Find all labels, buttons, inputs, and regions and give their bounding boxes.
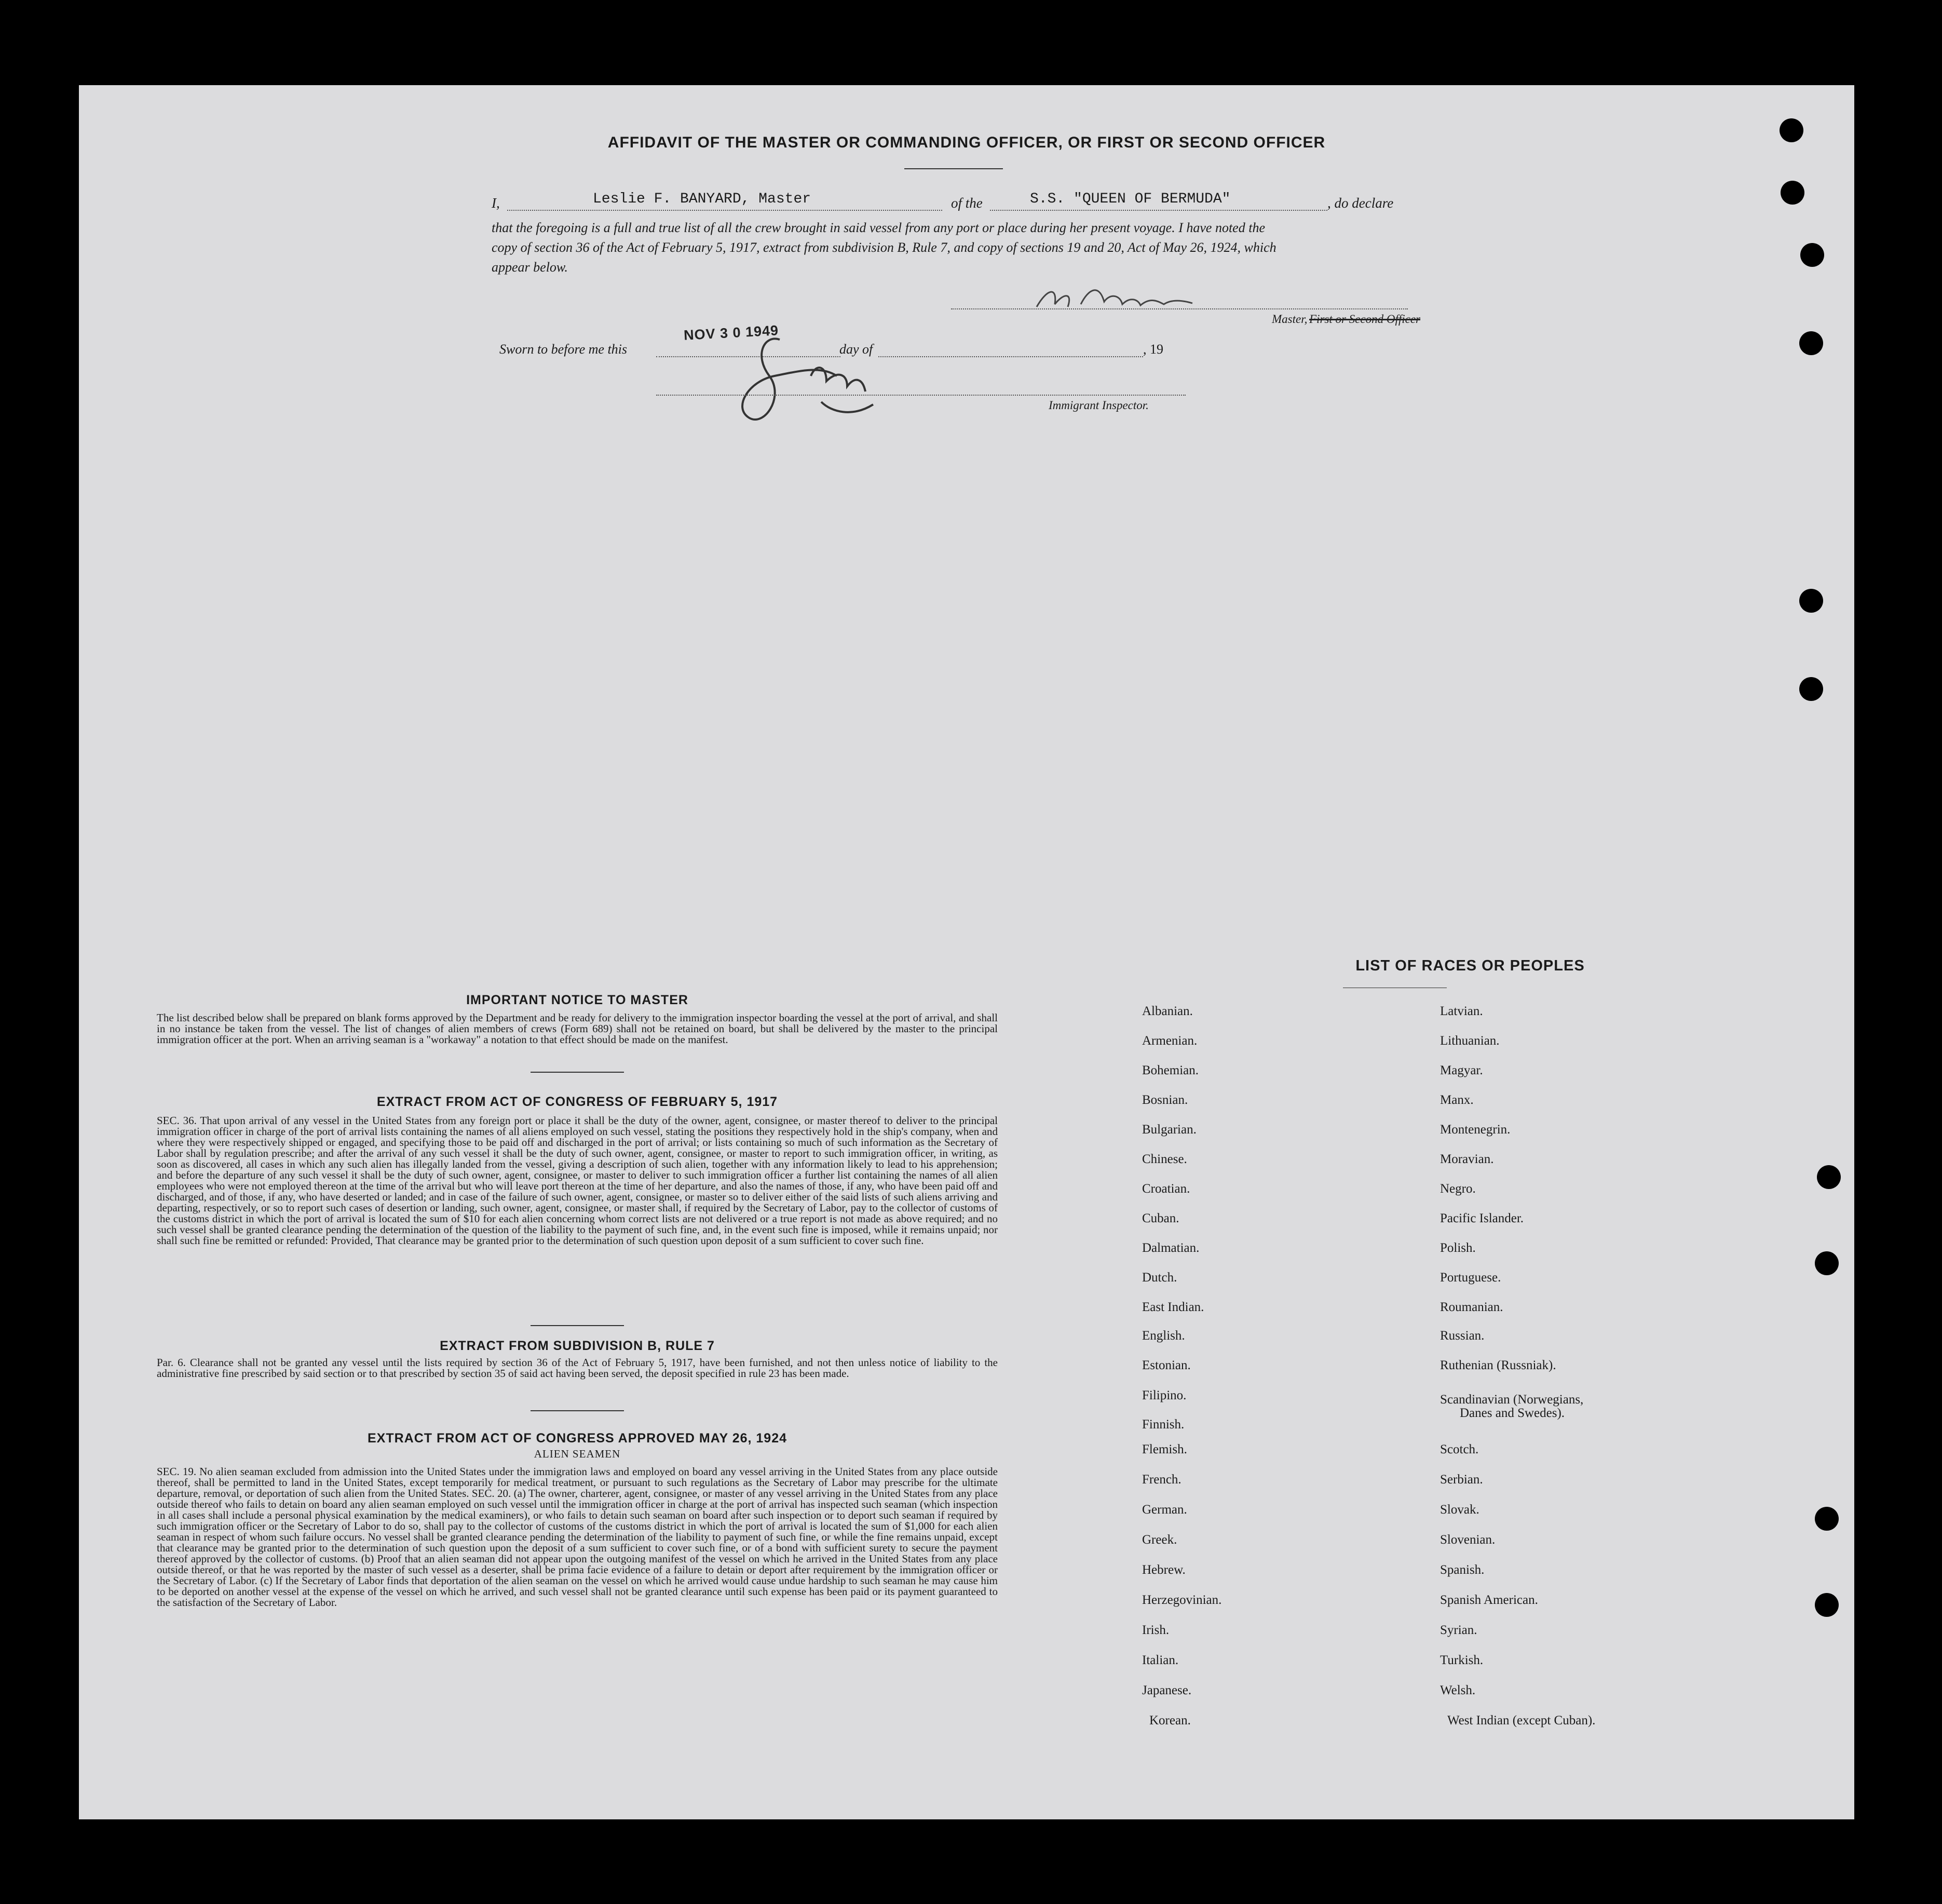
do-declare-label: , do declare bbox=[1327, 195, 1394, 211]
race-left: Flemish. bbox=[1142, 1442, 1187, 1456]
punch-hole bbox=[1817, 1165, 1841, 1189]
race-left: Chinese. bbox=[1142, 1152, 1187, 1166]
race-right: Danes and Swedes). bbox=[1460, 1406, 1565, 1420]
extract-1924-body: SEC. 19. No alien seaman excluded from admission into the United States under the immigration laws and employed on board any vessel arriving in the United States from any place outside thereof, shall be permitted to land in the United States, except temporarily for medical treatment, or pursuant to such regulations as the Secretary of Labor may prescribe for the ultimate departure, removal, or deportation of such alien from the United States. SEC. 20. (a) The owner, charterer, agent, consignee, or master of any vessel arriving in the United States from any place outside thereof who fails to detain on board any alien seaman employed on such vessel until the immigration officer in charge at the port of arrival has inspected such seaman (which inspection in all cases shall include a personal physical examination by the medical examiners), or who fails to detain such seaman on board after such inspection or to deport such seaman if required by such immigration officer or the Secretary of Labor to do so, shall pay to the collector of customs of the customs district in which the port of arrival is located the sum of $1,000 for each alien seaman in respect of whom such failure occurs. No vessel shall be granted clearance pending the determination of the liability to payment of such fine, or while the fine remains unpaid, except that clearance may be granted prior to the determination of such question upon the deposit of a sum sufficient to cover such fine, or of a bond with sufficient surety to secure the payment thereof approved by the collector of customs. (b) Proof that an alien seaman did not appear upon the outgoing manifest of the vessel on which he arrived in the United States from any place outside thereof, or that he was reported by the master of such vessel as a deserter, shall be prima facie evidence of a failure to detain or deport after requirement by the immigration officer or the Secretary of Labor. (c) If the Secretary of Labor finds that deportation of the alien seaman on the vessel on which he arrived would cause undue hardship to such seaman he may cause him to be deported on another vessel at the expense of the vessel on which he arrived, and such vessel shall not be granted clearance until such expense has been paid or its payment guaranteed to the satisfaction of the Secretary of Labor. bbox=[157, 1465, 998, 1609]
race-right: Pacific Islander. bbox=[1440, 1211, 1524, 1225]
race-right: Ruthenian (Russniak). bbox=[1440, 1358, 1556, 1372]
master-name: Leslie F. BANYARD, Master bbox=[593, 191, 811, 207]
race-left: Estonian. bbox=[1142, 1358, 1191, 1372]
race-right: Moravian. bbox=[1440, 1152, 1494, 1166]
race-right: Magyar. bbox=[1440, 1063, 1483, 1077]
race-left: English. bbox=[1142, 1329, 1185, 1343]
race-right: Scandinavian (Norwegians, bbox=[1440, 1393, 1584, 1407]
race-right: Portuguese. bbox=[1440, 1271, 1501, 1285]
i-label: I, bbox=[492, 195, 500, 211]
race-right: Negro. bbox=[1440, 1182, 1476, 1196]
race-left: Bohemian. bbox=[1142, 1063, 1199, 1077]
master-label: Master, bbox=[1272, 313, 1308, 326]
race-left: Italian. bbox=[1142, 1653, 1179, 1667]
affidavit-body-line1: that the foregoing is a full and true list of all the crew brought in said vessel from any port or place during her present voyage. I have noted the bbox=[492, 220, 1265, 235]
race-left: East Indian. bbox=[1142, 1300, 1204, 1314]
race-left: Bulgarian. bbox=[1142, 1123, 1197, 1137]
race-left: Cuban. bbox=[1142, 1211, 1179, 1225]
affidavit-title: AFFIDAVIT OF THE MASTER OR COMMANDING OFFICER, OR FIRST OR SECOND OFFICER bbox=[607, 134, 1326, 151]
punch-hole bbox=[1780, 118, 1803, 142]
race-left: Bosnian. bbox=[1142, 1093, 1188, 1107]
race-left: French. bbox=[1142, 1473, 1182, 1487]
notice-body: The list described below shall be prepared on blank forms approved by the Department and be ready for delivery to the immigration inspector boarding the vessel at the port of arrival, and shall in no instance be taken from the vessel. The list of changes of alien members of crews (Form 689) shall not be retained on board, but shall be delivered by the master to the principal immigration officer at the port. When an arriving seaman is a "workaway" a notation to that effect should be made on the manifest. bbox=[157, 1011, 998, 1046]
notice-divider bbox=[531, 1072, 624, 1073]
of-the-label: of the bbox=[951, 195, 983, 211]
punch-hole bbox=[1799, 331, 1823, 355]
vessel-name: S.S. "QUEEN OF BERMUDA" bbox=[1030, 191, 1231, 207]
race-right: Manx. bbox=[1440, 1093, 1474, 1107]
extract-1924-title: EXTRACT FROM ACT OF CONGRESS APPROVED MAY 26, 1924 bbox=[367, 1431, 787, 1446]
notice-title: IMPORTANT NOTICE TO MASTER bbox=[466, 993, 688, 1007]
master-signature bbox=[1031, 278, 1203, 320]
month-line bbox=[878, 356, 1143, 357]
race-left: Finnish. bbox=[1142, 1417, 1185, 1432]
affidavit-body-line2: copy of section 36 of the Act of February 5, 1917, extract from subdivision B, Rule 7, and copy of sections 19 and 20, Act of May 26, 1924, which bbox=[492, 240, 1276, 255]
affidavit-body-line3: appear below. bbox=[492, 260, 568, 275]
race-left: Armenian. bbox=[1142, 1034, 1198, 1048]
races-title: LIST OF RACES OR PEOPLES bbox=[1355, 957, 1585, 974]
race-left: Dutch. bbox=[1142, 1271, 1177, 1285]
document-page bbox=[79, 85, 1854, 1819]
extract-1917-divider bbox=[531, 1325, 624, 1326]
race-right: Slovak. bbox=[1440, 1503, 1479, 1517]
day-of-label: day of bbox=[839, 342, 873, 357]
inspector-label: Immigrant Inspector. bbox=[1049, 399, 1149, 412]
rule7-body: Par. 6. Clearance shall not be granted any vessel until the lists required by section 36 of the Act of February 5, 1917, have been furnished, and not then unless notice of liability to the administrative fine prescribed by said section or to that prescribed by section 35 of said act having been served, the deposit specified in rule 23 has been made. bbox=[157, 1356, 998, 1380]
race-left: Irish. bbox=[1142, 1623, 1170, 1637]
race-right: Spanish American. bbox=[1440, 1593, 1538, 1607]
punch-hole bbox=[1815, 1593, 1839, 1617]
inspector-signature bbox=[717, 314, 884, 438]
punch-hole bbox=[1781, 181, 1804, 205]
race-right: Scotch. bbox=[1440, 1442, 1479, 1456]
race-left: Hebrew. bbox=[1142, 1563, 1186, 1577]
race-right: Lithuanian. bbox=[1440, 1034, 1500, 1048]
race-right: Roumanian. bbox=[1440, 1300, 1503, 1314]
name-line bbox=[507, 210, 942, 211]
race-left: Greek. bbox=[1142, 1533, 1177, 1547]
race-right: Spanish. bbox=[1440, 1563, 1485, 1577]
date-stamp: NOV 3 0 1949 bbox=[683, 322, 779, 343]
race-left: Dalmatian. bbox=[1142, 1241, 1200, 1255]
sworn-label: Sworn to before me this bbox=[499, 342, 628, 357]
title-divider bbox=[904, 168, 1003, 169]
punch-hole bbox=[1815, 1507, 1839, 1531]
punch-hole bbox=[1799, 589, 1823, 613]
vessel-line bbox=[990, 210, 1327, 211]
extract-1917-title: EXTRACT FROM ACT OF CONGRESS OF FEBRUARY 5, 1917 bbox=[376, 1095, 778, 1109]
race-right: Welsh. bbox=[1440, 1683, 1476, 1697]
race-left: Albanian. bbox=[1142, 1004, 1193, 1018]
punch-hole bbox=[1799, 677, 1823, 701]
race-right: Russian. bbox=[1440, 1329, 1485, 1343]
master-struck-text: First or Second Officer bbox=[1309, 313, 1420, 326]
race-right: Polish. bbox=[1440, 1241, 1476, 1255]
punch-hole bbox=[1815, 1251, 1839, 1275]
punch-hole bbox=[1800, 243, 1824, 267]
race-right: Syrian. bbox=[1440, 1623, 1477, 1637]
extract-1924-subtitle: ALIEN SEAMEN bbox=[534, 1448, 621, 1460]
year-prefix: , 19 bbox=[1143, 342, 1163, 357]
race-right: Turkish. bbox=[1440, 1653, 1484, 1667]
rule7-title: EXTRACT FROM SUBDIVISION B, RULE 7 bbox=[440, 1339, 715, 1353]
affidavit-body bbox=[492, 218, 1403, 277]
race-left: Herzegovinian. bbox=[1142, 1593, 1222, 1607]
inspector-line bbox=[656, 395, 1186, 396]
race-left: Japanese. bbox=[1142, 1683, 1192, 1697]
race-right: Serbian. bbox=[1440, 1473, 1483, 1487]
race-right: Montenegrin. bbox=[1440, 1123, 1511, 1137]
race-left: Croatian. bbox=[1142, 1182, 1190, 1196]
race-left: Filipino. bbox=[1142, 1388, 1187, 1402]
race-left: German. bbox=[1142, 1503, 1187, 1517]
race-left: Korean. bbox=[1149, 1713, 1191, 1727]
race-right: Latvian. bbox=[1440, 1004, 1483, 1018]
race-right: Slovenian. bbox=[1440, 1533, 1496, 1547]
race-right: West Indian (except Cuban). bbox=[1447, 1713, 1596, 1727]
extract-1917-body: SEC. 36. That upon arrival of any vessel in the United States from any foreign port or place it shall be the duty of the owner, agent, consignee, or master thereof to deliver to the principal immigration officer in charge of the port of arrival lists containing the names of all aliens employed on such vessel, stating the positions they respectively hold in the ship's company, when and where they were respectively shipped or engaged, and specifying those to be paid off and discharged in the port of arrival; or lists containing so much of such information as the Secretary of Labor shall by regulation prescribe; and after the arrival of any such vessel it shall be the duty of such owner, agent, consignee, or master to report to such immigration officer, in writing, as soon as discovered, all cases in which any such alien has illegally landed from the vessel, giving a description of such alien, together with any information likely to lead to his apprehension; and before the departure of any such vessel it shall be the duty of such owner, agent, consignee, or master to deliver to such immigration officer a further list containing the names of all alien employees who were not employed thereon at the time of the arrival but who will leave port thereon at the time of her departure, and also the names of those, if any, who have been paid off and discharged, and of those, if any, who have deserted or landed; and in case of the failure of such owner, agent, consignee, or master so to deliver either of the said lists of such aliens arriving and departing, respectively, or so to report such cases of desertion or landing, such owner, agent, consignee, or master shall, if required by the Secretary of Labor, pay to the collector of customs of the customs district in which the port of arrival is located the sum of $10 for each alien concerning whom correct lists are not delivered or a true report is not made as above required; and no such vessel shall be granted clearance pending the determination of the question of the liability to the payment of such fine, and, in the event such fine is imposed, while it remains unpaid; nor shall such fine be remitted or refunded: Provided, That clearance may be granted prior to the determination of such question upon deposit of a sum sufficient to cover such fine. bbox=[157, 1114, 998, 1247]
rule7-divider bbox=[531, 1410, 624, 1411]
